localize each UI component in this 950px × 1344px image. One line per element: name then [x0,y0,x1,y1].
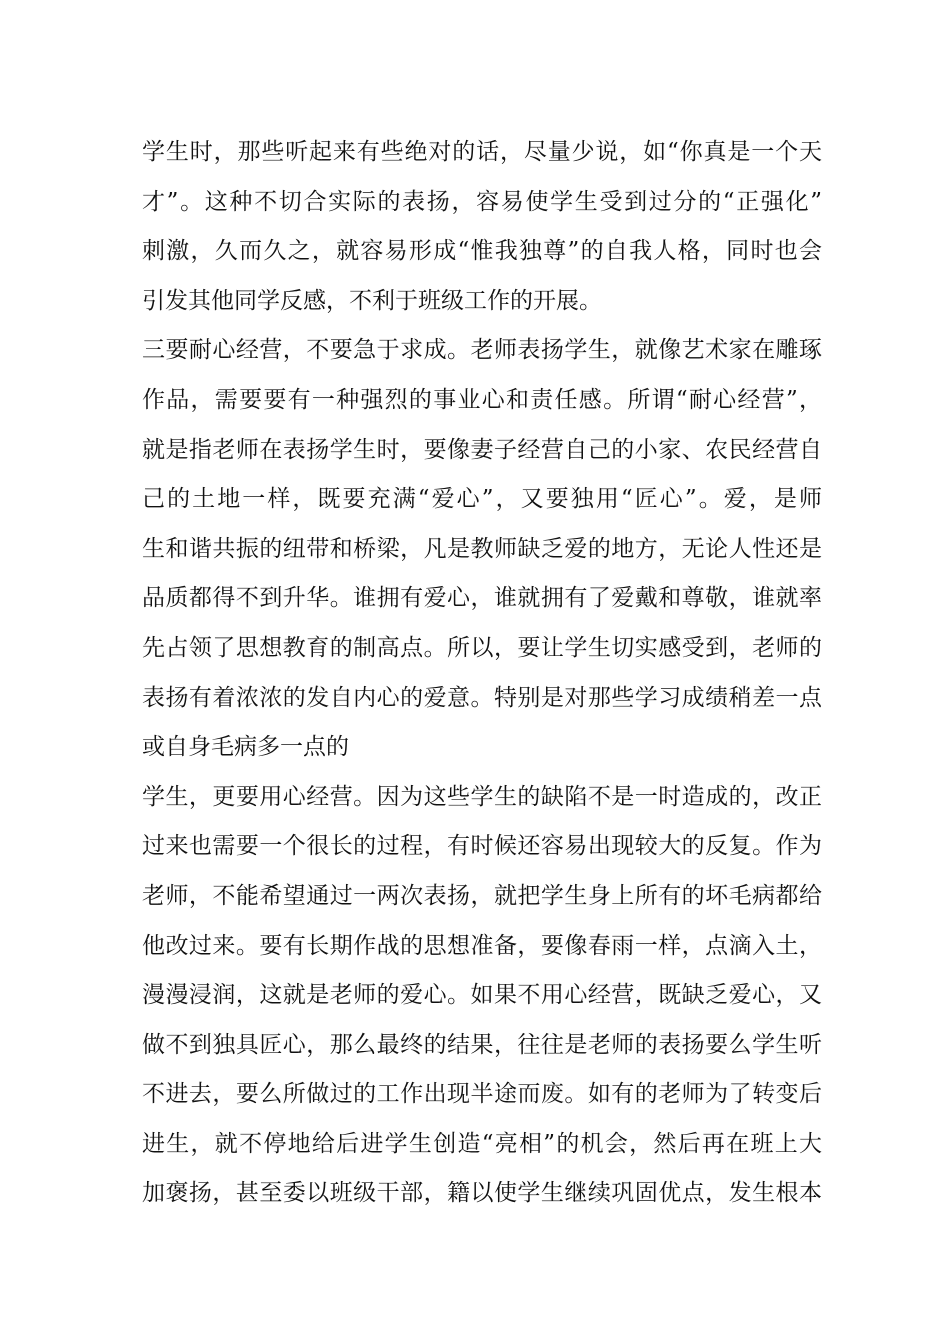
text-line: 漫漫浸润，这就是老师的爱心。如果不用心经营，既缺乏爱心，又 [142,982,822,1009]
text-line: 才”。这种不切合实际的表扬，容易使学生受到过分的“正强化” [142,188,822,215]
text-line: 不进去，要么所做过的工作出现半途而废。如有的老师为了转变后 [142,1081,822,1108]
text-line: 生和谐共振的纽带和桥梁，凡是教师缺乏爱的地方，无论人性还是 [142,535,822,562]
text-line: 先占领了思想教育的制高点。所以，要让学生切实感受到，老师的 [142,634,822,661]
text-line: 学生时，那些听起来有些绝对的话，尽量少说，如“你真是一个天 [142,139,822,165]
body-text [142,128,822,1219]
text-line: 表扬有着浓浓的发自内心的爱意。特别是对那些学习成绩稍差一点 [142,684,822,711]
text-line: 进生，就不停地给后进学生创造“亮相”的机会，然后再在班上大 [142,1130,822,1157]
text-line: 老师，不能希望通过一两次表扬，就把学生身上所有的坏毛病都给 [142,882,822,909]
text-line: 作品，需要要有一种强烈的事业心和责任感。所谓“耐心经营”， [142,386,822,413]
text-line: 或自身毛病多一点的 [142,734,349,761]
text-line: 品质都得不到升华。谁拥有爱心，谁就拥有了爱戴和尊敬，谁就率 [142,585,822,612]
text-line: 过来也需要一个很长的过程，有时候还容易出现较大的反复。作为 [142,833,822,860]
text-line: 己的土地一样，既要充满“爱心”，又要独用“匠心”。爱，是师 [142,486,822,513]
text-line: 学生，更要用心经营。因为这些学生的缺陷不是一时造成的，改正 [142,783,822,810]
text-line: 刺激，久而久之，就容易形成“惟我独尊”的自我人格，同时也会 [142,238,822,265]
text-line: 引发其他同学反感，不利于班级工作的开展。 [142,287,602,314]
text-line: 他改过来。要有长期作战的思想准备，要像春雨一样，点滴入土， [142,932,822,959]
text-line: 做不到独具匠心，那么最终的结果，往往是老师的表扬要么学生听 [142,1031,822,1058]
text-line: 三要耐心经营，不要急于求成。老师表扬学生，就像艺术家在雕琢 [142,337,822,364]
text-line: 加褒扬，甚至委以班级干部，籍以使学生继续巩固优点，发生根本 [142,1180,822,1207]
text-line: 就是指老师在表扬学生时，要像妻子经营自己的小家、农民经营自 [142,436,822,463]
